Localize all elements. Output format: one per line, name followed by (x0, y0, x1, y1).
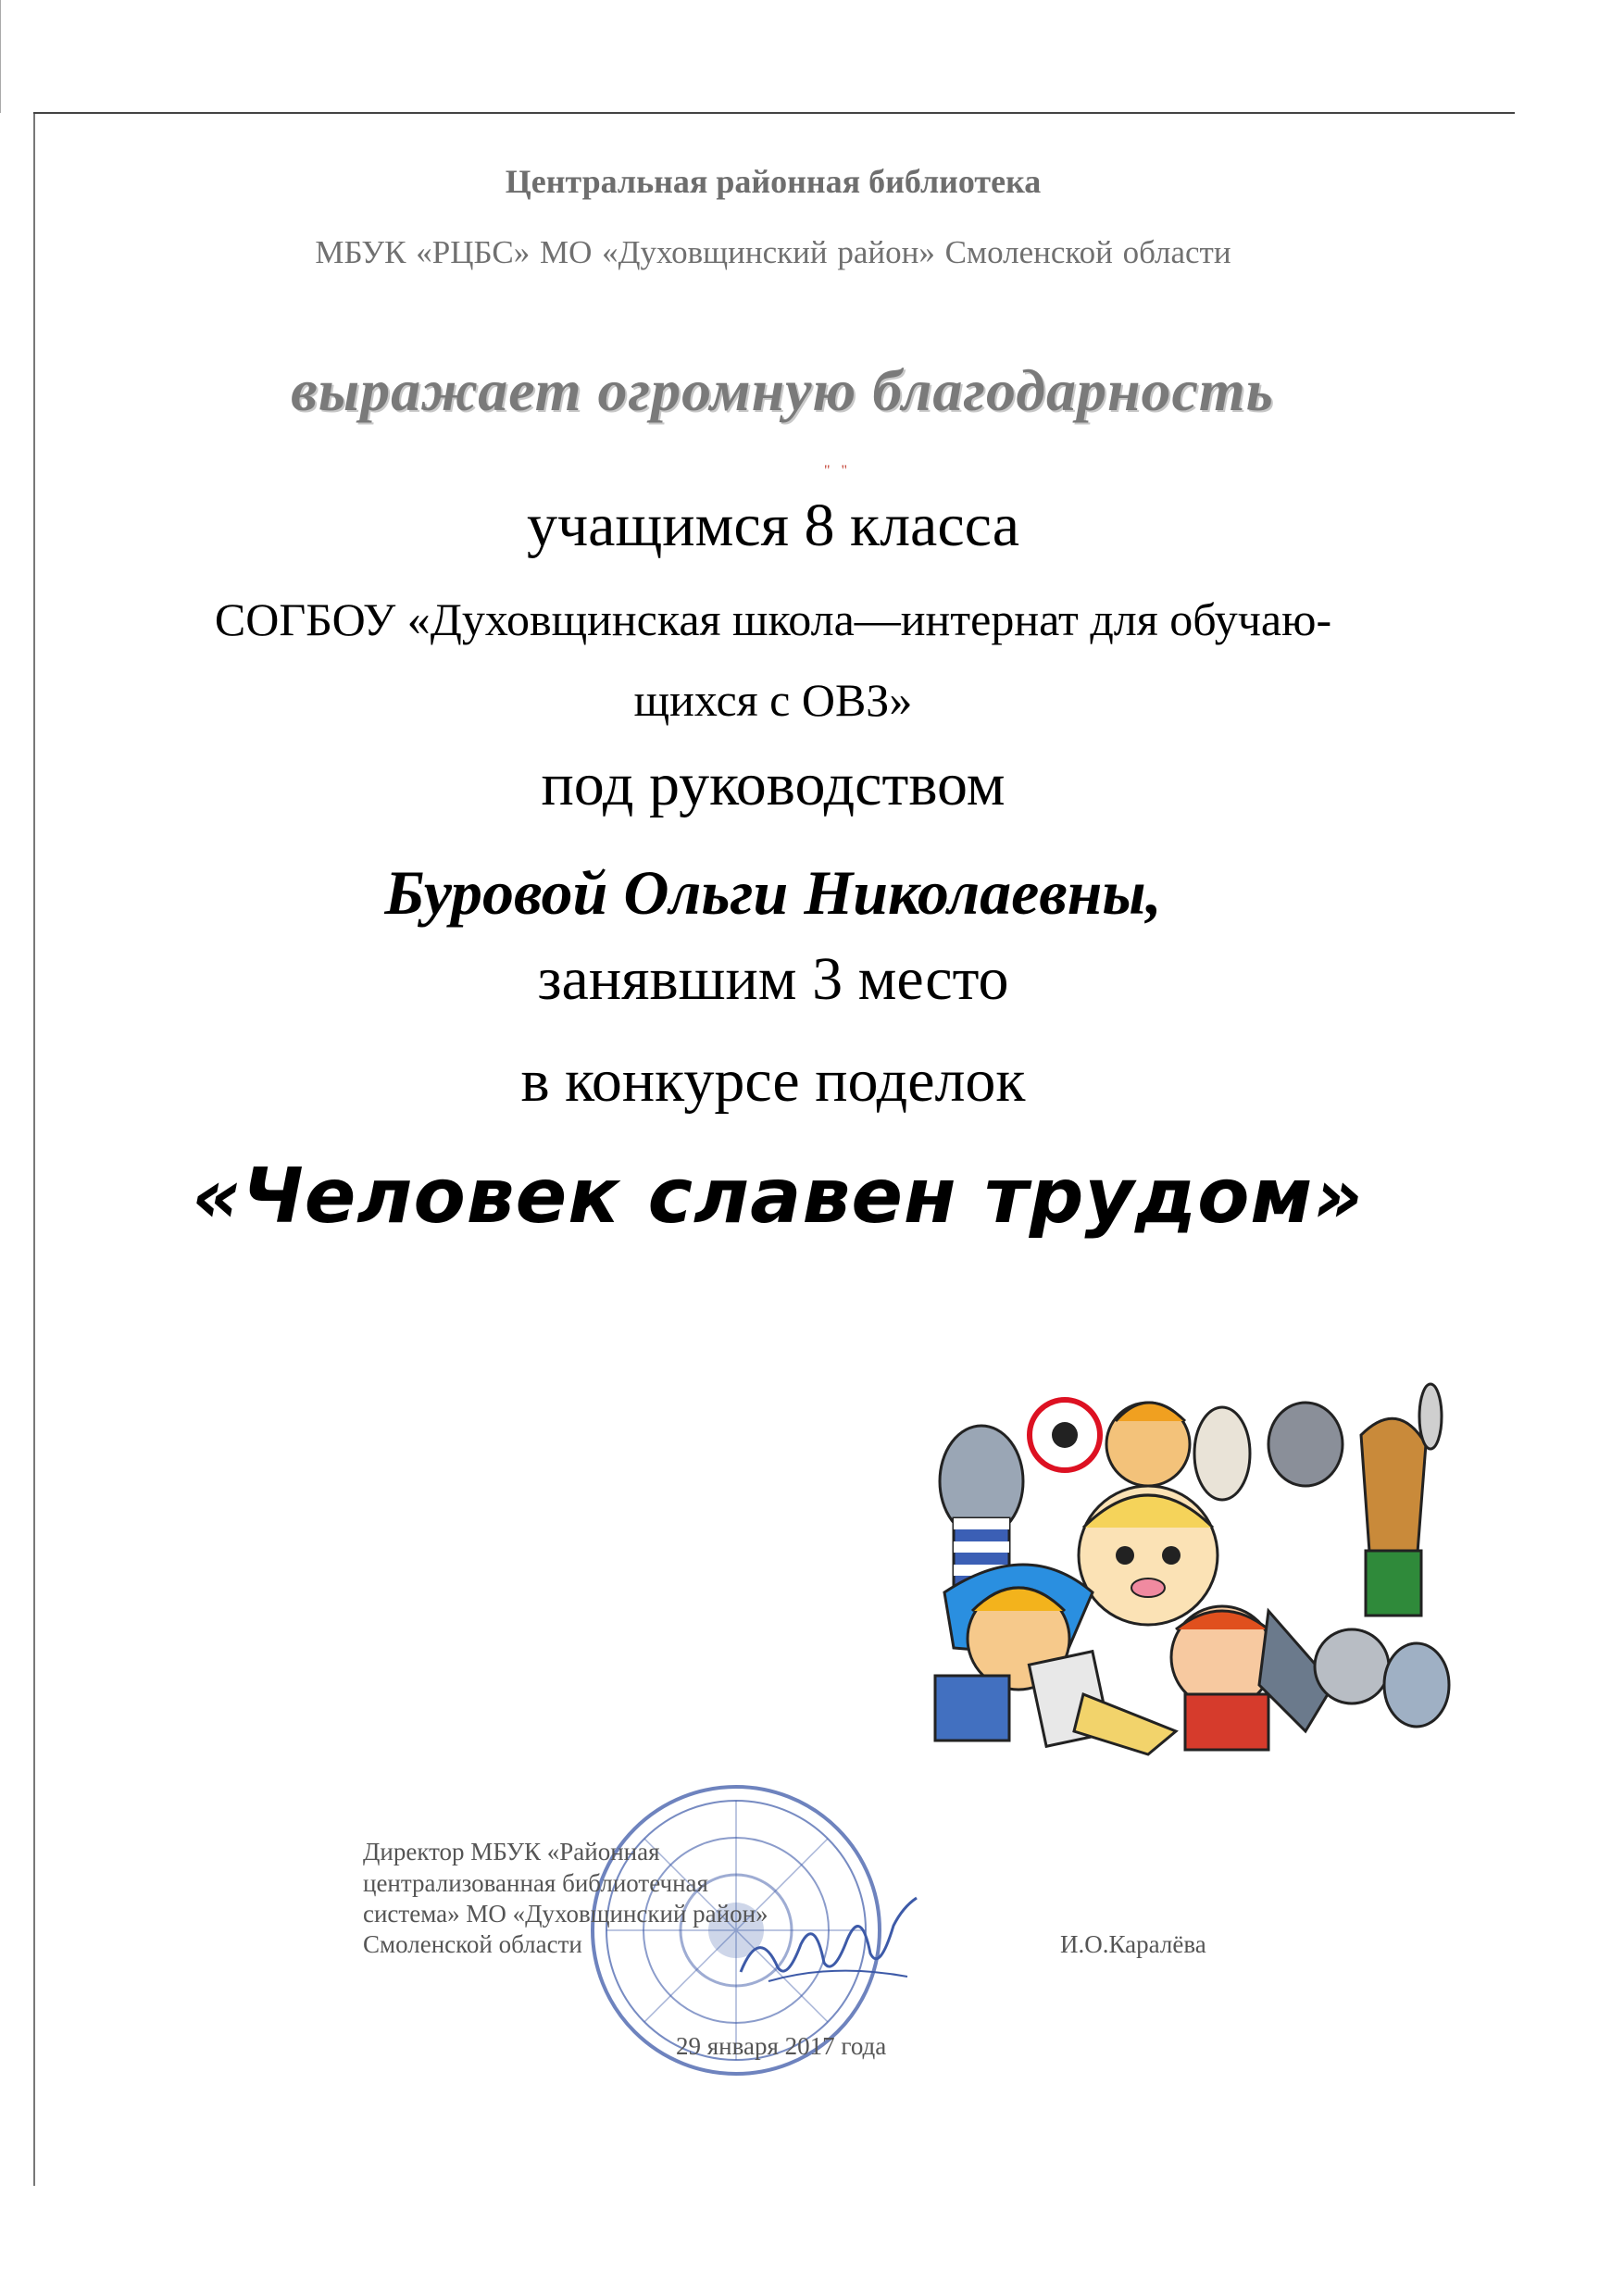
school-line-2: щихся с ОВЗ» (633, 674, 913, 726)
school-line-1: СОГБОУ «Духовщинская школа—интернат для обучаю- (214, 593, 1332, 645)
guidance-line: под руководством (541, 751, 1006, 818)
signer-title-line-3: система» МО «Духовщинский район» (363, 1900, 768, 1928)
scan-edge (0, 0, 1, 113)
signer-name: И.О.Каралёва (1060, 1930, 1206, 1958)
cartoon-characters-illustration (917, 1379, 1463, 1759)
document-date: 29 января 2017 года (676, 2032, 887, 2060)
signer-title-line-1: Директор МБУК «Районная (363, 1838, 660, 1866)
teacher-name: Буровой Ольги Николаевны, (384, 857, 1162, 928)
red-marks: " " (824, 463, 852, 479)
thanks-heading: выражает огромную благодарность (291, 357, 1274, 423)
page-border-top (33, 112, 1515, 114)
contest-line: в конкурсе поделок (520, 1047, 1026, 1115)
recipient-line: учащимся 8 класса (526, 492, 1020, 559)
organization-subtitle: МБУК «РЦБС» МО «Духовщинский район» Смоленской области (315, 234, 1231, 270)
place-line: занявшим 3 место (537, 945, 1009, 1013)
signer-title-line-2: централизованная библиотечная (363, 1869, 708, 1897)
contest-name: «Человек славен трудом» (192, 1153, 1364, 1241)
signer-title-line-4: Смоленской области (363, 1930, 582, 1958)
organization-title: Центральная районная библиотека (505, 163, 1042, 200)
